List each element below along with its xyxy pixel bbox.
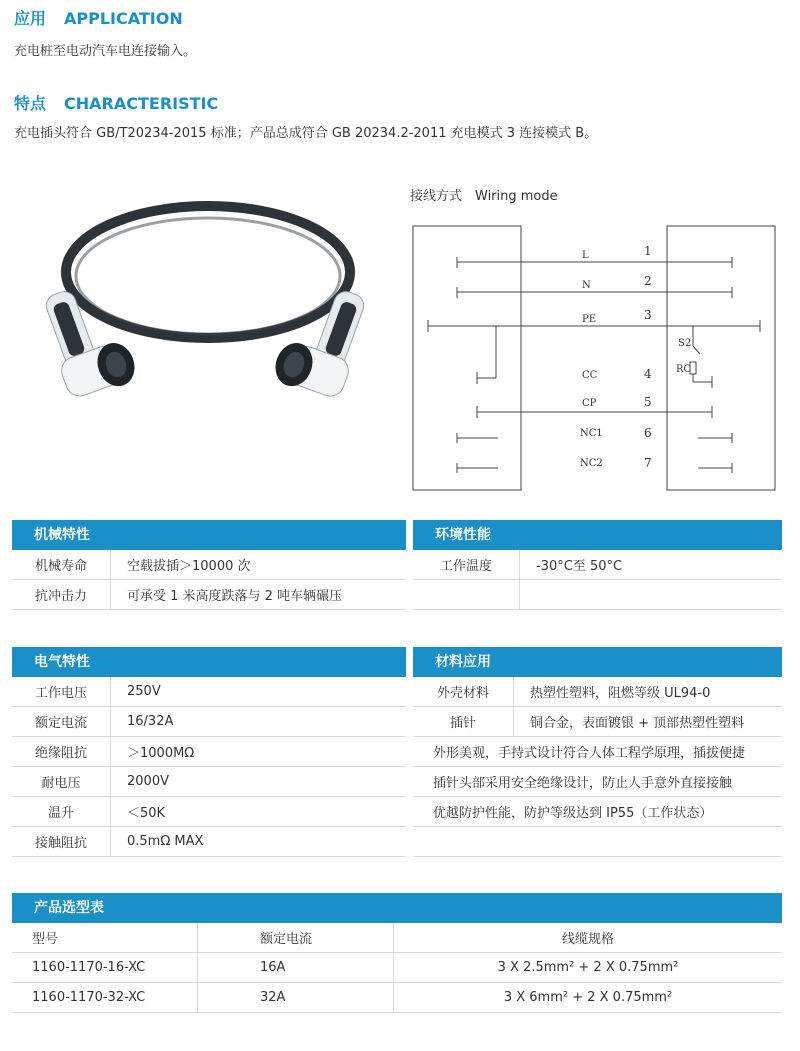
header-model: 型号 [12,923,198,953]
models-section [12,893,782,1013]
application-title-cn: 应用 [14,9,47,28]
table-row [12,827,406,857]
table-row [413,707,782,737]
wiring-diagram [410,222,780,494]
table-row [413,580,782,610]
material-note: 外形美观，手持式设计符合人体工程学原理，插拔便捷 [413,737,782,767]
wire-num-7: 7 [644,456,652,470]
spec-value: 16/32A [111,707,407,737]
table-row [12,983,782,1013]
spec-value: 空载拔插＞10000 次 [111,550,407,580]
models-table [12,923,782,1013]
table-row [12,953,782,983]
table-row [12,797,406,827]
wire-num-4: 4 [644,367,652,381]
header-cable: 线缆规格 [394,923,783,953]
material-note: 优越防护性能，防护等级达到 IP55（工作状态） [413,797,782,827]
mechanical-title: 机械特性 [12,520,406,550]
environment-title: 环境性能 [413,520,782,550]
header-current: 额定电流 [198,923,394,953]
environment-table [413,550,782,610]
table-row [413,767,782,797]
table-row [12,580,406,610]
spec-key: 接触阻抗 [12,827,111,857]
wire-num-3: 3 [644,308,652,322]
electrical-table [12,677,406,857]
spec-key: 工作电压 [12,677,111,707]
table-row [413,797,782,827]
spec-key: 绝缘阻抗 [12,737,111,767]
table-row [413,737,782,767]
table-header-row [12,923,782,953]
wire-name-nc2: NC2 [580,458,603,469]
table-row [12,767,406,797]
table-row [413,827,782,857]
spec-value: 250V [111,677,407,707]
wire-name-l: L [582,250,589,261]
table-row [12,550,406,580]
characteristic-heading [14,91,218,114]
material-note: 插针头部采用安全绝缘设计，防止人手意外直接接触 [413,767,782,797]
spec-key: 耐电压 [12,767,111,797]
characteristic-text: 充电插头符合 GB/T20234-2015 标准；产品总成符合 GB 20234.2-2011 充电模式 3 连接模式 B。 [14,126,598,141]
mechanical-section [12,520,406,610]
table-row [413,677,782,707]
spec-key: 外壳材料 [413,677,514,707]
table-row [12,737,406,767]
cable-cell: 3 X 2.5mm² + 2 X 0.75mm² [394,953,783,983]
characteristic-title-en: CHARACTERISTIC [64,94,219,113]
wire-num-1: 1 [644,244,652,258]
charging-cable-image [30,190,380,410]
spec-key: 额定电流 [12,707,111,737]
wire-num-6: 6 [644,426,652,440]
wire-name-n: N [582,280,591,291]
wire-name-cp: CP [582,398,597,409]
model-cell: 1160-1170-32-XC [12,983,198,1013]
application-title-en: APPLICATION [64,9,183,28]
wire-name-nc1: NC1 [580,428,603,439]
cable-cell: 3 X 6mm² + 2 X 0.75mm² [394,983,783,1013]
wiring-mode-label: 接线方式 Wiring mode [410,189,558,204]
characteristic-title-cn: 特点 [14,94,47,113]
application-text: 充电桩至电动汽车电连接输入。 [14,44,197,59]
spec-value: 0.5mΩ MAX [111,827,407,857]
spec-key: 工作温度 [413,550,520,580]
current-cell: 32A [198,983,394,1013]
wire-num-5: 5 [644,395,652,409]
environment-section [413,520,782,610]
spec-value: 可承受 1 米高度跌落与 2 吨车辆碾压 [111,580,407,610]
wire-num-2: 2 [644,274,652,288]
electrical-section [12,647,406,857]
table-row [12,677,406,707]
spec-value: 2000V [111,767,407,797]
spec-key: 温升 [12,797,111,827]
spec-value: ＞1000MΩ [111,737,407,767]
spec-value: -30°C至 50°C [520,550,783,580]
material-section [413,647,782,857]
table-row [12,707,406,737]
application-heading [14,6,183,29]
current-cell: 16A [198,953,394,983]
spec-value: ＜50K [111,797,407,827]
material-title: 材料应用 [413,647,782,677]
spec-value: 铜合金，表面镀银 + 顶部热塑性塑料 [514,707,783,737]
model-cell: 1160-1170-16-XC [12,953,198,983]
material-table [413,677,782,857]
spec-value: 热塑性塑料，阻燃等级 UL94-0 [514,677,783,707]
wire-name-pe: PE [582,314,597,325]
spec-key: 抗冲击力 [12,580,111,610]
spec-key: 机械寿命 [12,550,111,580]
spec-key: 插针 [413,707,514,737]
wire-name-cc: CC [582,370,598,381]
models-title: 产品选型表 [12,893,782,923]
table-row [413,550,782,580]
electrical-title: 电气特性 [12,647,406,677]
switch-s2-label: S2 [678,338,692,349]
resistor-rc-label: RC [676,364,692,375]
mechanical-table [12,550,406,610]
